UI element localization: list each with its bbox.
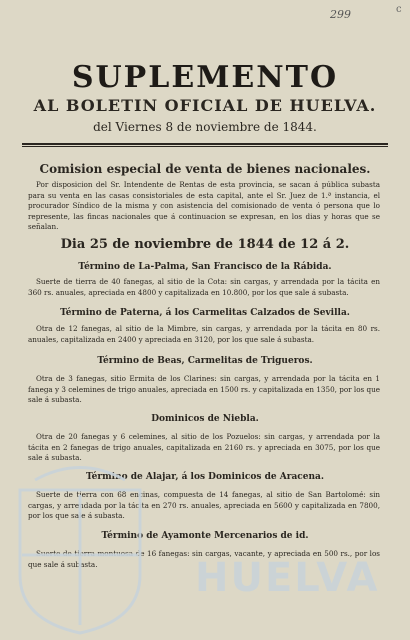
- document-title: SUPLEMENTO: [71, 60, 339, 95]
- lot-text: Otra de 3 fanegas, sitio Ermita de los Clarines: sin cargas, y arrendada por la tácita en 1 fanega y 3 celemines de trigo anuales, apreciada en 1500 rs. y capitalizada en 1350, por los que sale á subasta.: [28, 374, 380, 404]
- lot-heading: Término de Beas, Carmelitas de Trigueros.: [97, 356, 313, 366]
- watermark-emblem: [0, 455, 410, 640]
- dateline: del Viernes 8 de noviembre de 1844.: [93, 120, 317, 134]
- intro-text: Por disposicion del Sr. Intendente de Rentas de esta provincia, se sacan á pública subasta para su venta en las casas consistoriales de esta capital, ante el Sr. Juez de 1.ª instancia, el procurador Síndico de la misma y con asistencia del comisionado de venta ó persona que lo represente, las fincas nacionales que á continuacion se expresan, en los dias y horas que se señalan.: [28, 180, 380, 231]
- header-rule-thin: [22, 146, 388, 147]
- corner-mark: c: [396, 4, 402, 15]
- lot-paragraph: [28, 374, 380, 406]
- lot-heading: Dominicos de Niebla.: [151, 414, 259, 424]
- section-heading: Comision especial de venta de bienes nacionales.: [39, 162, 371, 176]
- page-number: 299: [330, 8, 351, 21]
- lot-text: Otra de 20 fanegas y 6 celemines, al sitio de los Pozuelos: sin cargas, y arrendada por la tácita en 2 fanegas de trigo anuales, capitalizada en 2160 rs. y apreciada en 3075, por los que sale á subasta.: [28, 432, 380, 462]
- watermark-text: HUELVA: [195, 555, 380, 601]
- lot-heading: Término de Alajar, á los Dominicos de Aracena.: [86, 472, 324, 482]
- lot-text: Suerte de tierra de 40 fanegas, al sitio de la Cota: sin cargas, y arrendada por la tácita en 360 rs. anuales, apreciada en 4800 y capitalizada en 10.800, por los que sale á subasta.: [28, 277, 380, 297]
- lot-heading: Término de La-Palma, San Francisco de la Rábida.: [78, 262, 332, 272]
- lot-paragraph: [28, 277, 380, 298]
- lot-heading: Término de Ayamonte Mercenarios de id.: [101, 531, 309, 541]
- lot-heading: Término de Paterna, á los Carmelitas Calzados de Sevilla.: [60, 308, 350, 318]
- lot-paragraph: [28, 324, 380, 345]
- document-subtitle: AL BOLETIN OFICIAL DE HUELVA.: [33, 96, 377, 115]
- intro-paragraph: [28, 180, 380, 233]
- lot-paragraph: [28, 432, 380, 464]
- lot-text: Otra de 12 fanegas, al sitio de la Mimbre, sin cargas, y arrendada por la tácita en 80 rs. anuales, capitalizada en 2400 y apreciada en 3120, por los que sale á subasta.: [28, 324, 380, 344]
- lot-text: Suerte de tierra con 68 encinas, compuesta de 14 fanegas, al sitio de San Bartolomé: sin cargas, y arrendada por la tácita en 270 rs. anuales, apreciada en 5600 y capitalizada en 7800, por los que sale á subasta.: [28, 490, 380, 520]
- header-rule: [22, 143, 388, 145]
- lot-paragraph: [28, 490, 380, 522]
- lot-text: Suerte de tierra montuosa de 16 fanegas: sin cargas, vacante, y apreciada en 500 rs., por los que sale á subasta.: [28, 549, 380, 569]
- day-heading: Dia 25 de noviembre de 1844 de 12 á 2.: [60, 237, 350, 252]
